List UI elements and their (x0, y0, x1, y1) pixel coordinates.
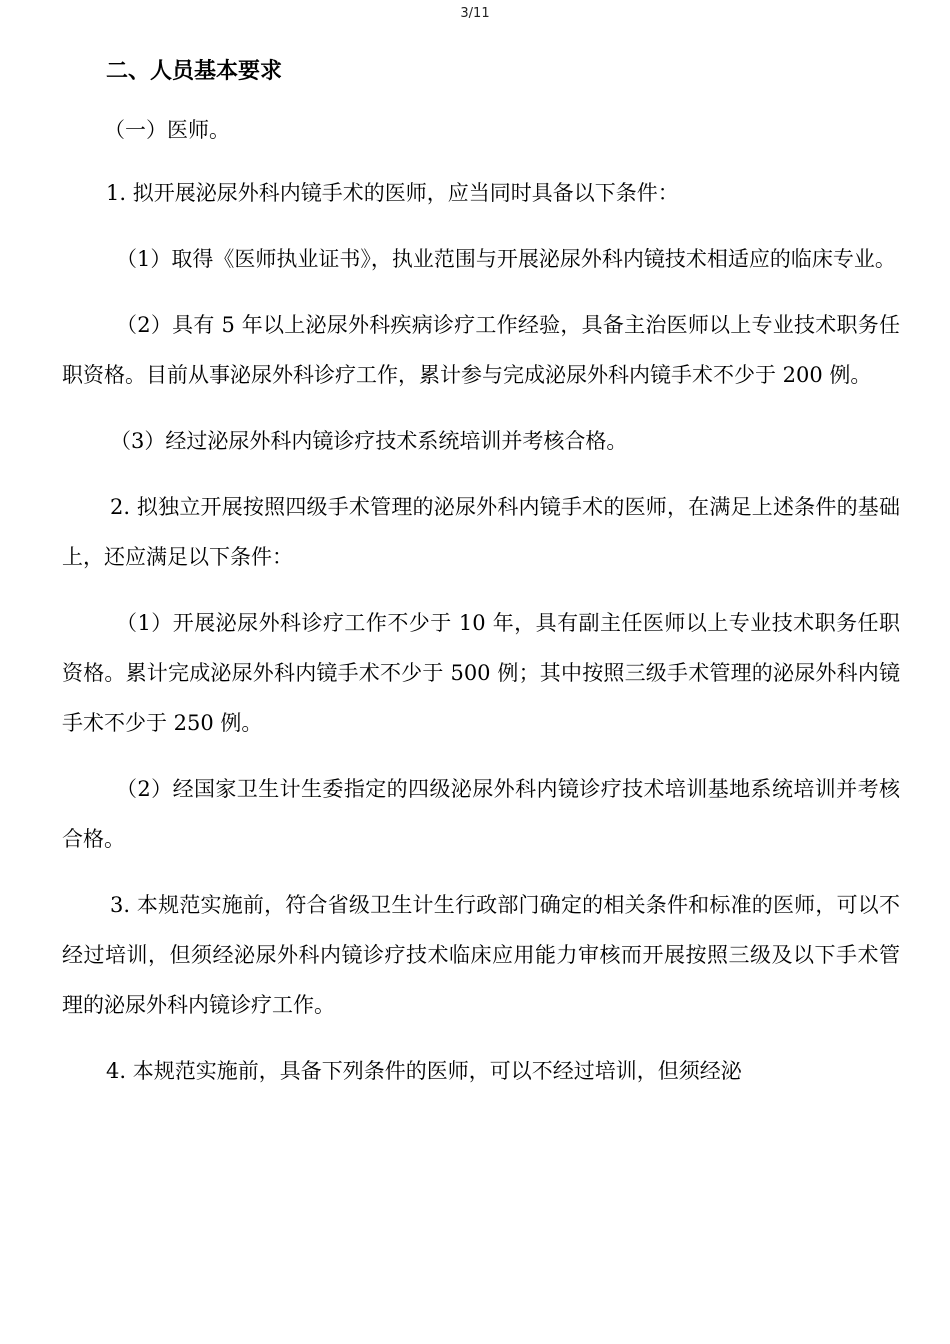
document-body (62, 52, 900, 1112)
paragraph-3: 3. 本规范实施前，符合省级卫生计生行政部门确定的相关条件和标准的医师，可以不经过培训，但须经泌尿外科内镜诊疗技术临床应用能力审核而开展按照三级及以下手术管理的泌尿外科内镜诊疗工作。 (62, 893, 900, 1017)
paragraph-1: 1. 拟开展泌尿外科内镜手术的医师，应当同时具备以下条件： (106, 181, 679, 205)
paragraph-2: 2. 拟独立开展按照四级手术管理的泌尿外科内镜手术的医师，在满足上述条件的基础上，还应满足以下条件： (62, 495, 900, 569)
paragraph-1-3: （3）经过泌尿外科内镜诊疗技术系统培训并考核合格。 (110, 429, 628, 453)
paragraph-2-1: （1）开展泌尿外科诊疗工作不少于 10 年，具有副主任医师以上专业技术职务任职资格。累计完成泌尿外科内镜手术不少于 500 例；其中按照三级手术管理的泌尿外科内镜手术不少于 250 例。 (62, 611, 900, 735)
paragraph-2-2: （2）经国家卫生计生委指定的四级泌尿外科内镜诊疗技术培训基地系统培训并考核合格。 (62, 777, 900, 851)
page-number: 3/11 (460, 6, 490, 21)
paragraph-4: 4. 本规范实施前，具备下列条件的医师，可以不经过培训，但须经泌 (106, 1059, 742, 1083)
section-heading: 二、人员基本要求 (106, 59, 283, 84)
subsection-title: （一）医师。 (104, 118, 230, 142)
paragraph-1-2: （2）具有 5 年以上泌尿外科疾病诊疗工作经验，具备主治医师以上专业技术职务任职资格。目前从事泌尿外科诊疗工作，累计参与完成泌尿外科内镜手术不少于 200 例。 (62, 313, 900, 387)
paragraph-1-1: （1）取得《医师执业证书》，执业范围与开展泌尿外科内镜技术相适应的临床专业。 (116, 247, 896, 271)
